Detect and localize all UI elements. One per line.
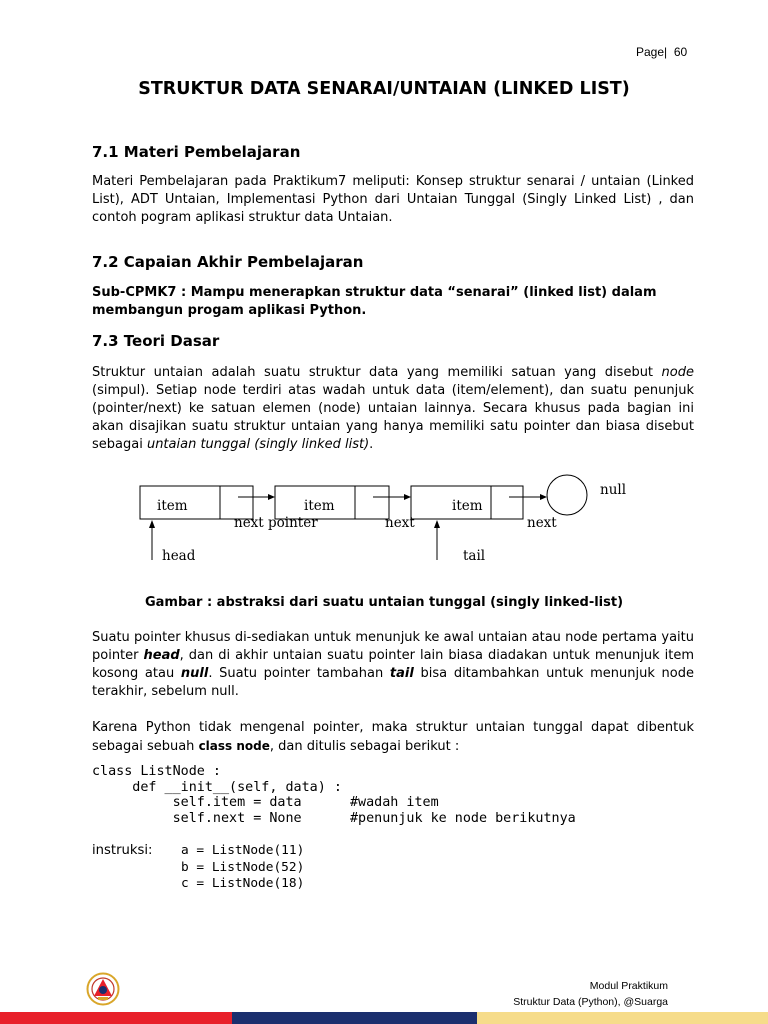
next-label-2: next: [385, 515, 415, 531]
section-7-2-text: Sub-CPMK7 : Mampu menerapkan struktur data “senarai” (linked list) dalam membangun progam aplikasi Python.: [92, 285, 657, 318]
node-1-item-label: item: [157, 498, 188, 514]
figure-caption: Gambar : abstraksi dari suatu untaian tunggal (singly linked-list): [144, 595, 624, 610]
node-3-next-box: [491, 486, 523, 519]
text-span: Karena Python tidak mengenal pointer, maka struktur untaian tunggal dapat dibentuk sebagai sebuah: [92, 720, 694, 754]
text-span: (simpul). Setiap node terdiri atas wadah untuk data (item/element), dan suatu penunjuk (pointer/next) ke satuan elemen (node) untaian lainnya. Secara khusus pada bagian ini akan disajikan suatu struktur untaian yang hanya memiliki satu pointer dan biasa disebut sebagai: [92, 383, 694, 452]
arrowhead: [404, 494, 411, 500]
code-line: self.item = data #wadah item: [92, 795, 439, 810]
arrowhead: [434, 520, 440, 528]
text-null-emphasis: null: [180, 666, 209, 681]
null-label: null: [600, 482, 627, 498]
instruksi-line: b = ListNode(52): [181, 859, 305, 875]
page-number: [636, 45, 687, 59]
section-7-3-text: [92, 364, 694, 454]
text-span: bisa ditambahkan untuk menunjuk node terakhir, sebelum null.: [92, 666, 694, 699]
node-2-next-box: [355, 486, 389, 519]
text-italic: untaian tunggal (singly linked list): [146, 437, 370, 452]
node-3-item-label: item: [452, 498, 483, 514]
footer-line-2: Struktur Data (Python), @Suarga: [513, 996, 668, 1008]
next-label-3: next: [527, 515, 557, 531]
arrowhead: [149, 520, 155, 528]
page-label: Page|: [636, 45, 668, 59]
footer-line-1: Modul Praktikum: [589, 980, 668, 992]
text-tail-emphasis: tail: [389, 666, 414, 681]
head-label: head: [162, 548, 196, 564]
text-span: Struktur untaian adalah suatu struktur data yang memiliki satuan yang disebut: [92, 365, 662, 380]
section-heading-7-1: 7.1 Materi Pembelajaran: [92, 143, 301, 161]
tail-label: tail: [463, 548, 486, 564]
pointer-description: [92, 629, 694, 701]
text-span: , dan di akhir untaian suatu pointer lain biasa diadakan untuk menunjuk item kosong atau: [92, 648, 694, 681]
python-class-description: [92, 719, 694, 756]
instruksi-code: [181, 843, 304, 893]
footer-bar-yellow: [477, 1012, 768, 1024]
pointer-label: pointer: [268, 515, 318, 531]
footer-bar-red: [0, 1012, 232, 1024]
code-line: class ListNode :: [92, 764, 221, 779]
text-classnode: class node: [198, 739, 270, 753]
text-span: Suatu pointer khusus di-sediakan untuk menunjuk ke awal untaian atau node pertama yaitu pointer: [92, 630, 694, 663]
footer-bar-navy: [232, 1012, 477, 1024]
university-logo: [86, 972, 120, 1006]
text-span: . Suatu pointer tambahan: [208, 666, 390, 681]
text-italic: node: [661, 365, 694, 380]
instruksi-label: instruksi:: [92, 843, 153, 858]
page-title: STRUKTUR DATA SENARAI/UNTAIAN (LINKED LIST): [138, 79, 630, 99]
next-label-1: next: [234, 515, 264, 531]
instruksi-line: c = ListNode(18): [181, 876, 305, 891]
section-heading-7-2: 7.2 Capaian Akhir Pembelajaran: [92, 253, 364, 271]
arrowhead: [268, 494, 275, 500]
code-block: [92, 764, 576, 826]
text-span: , dan ditulis sebagai berikut :: [269, 739, 460, 754]
page-number-value: 60: [673, 45, 688, 59]
text-span: .: [369, 437, 374, 452]
text-head-emphasis: head: [143, 648, 180, 663]
linked-list-diagram: [130, 468, 640, 570]
node-2-item-label: item: [304, 498, 335, 514]
code-line: def __init__(self, data) :: [92, 779, 342, 795]
section-heading-7-3: 7.3 Teori Dasar: [92, 332, 220, 350]
section-7-1-text: Materi Pembelajaran pada Praktikum7 meliputi: Konsep struktur senarai / untaian (Linked List), ADT Untaian, Implementasi Python dari Untaian Tunggal (Singly Linked List) , dan contoh pogram aplikasi struktur data Untaian.: [92, 174, 694, 225]
null-circle: [547, 475, 587, 515]
arrowhead: [540, 494, 547, 500]
instruksi-line: a = ListNode(11): [181, 843, 305, 858]
code-line: self.next = None #penunjuk ke node berikutnya: [92, 810, 576, 826]
